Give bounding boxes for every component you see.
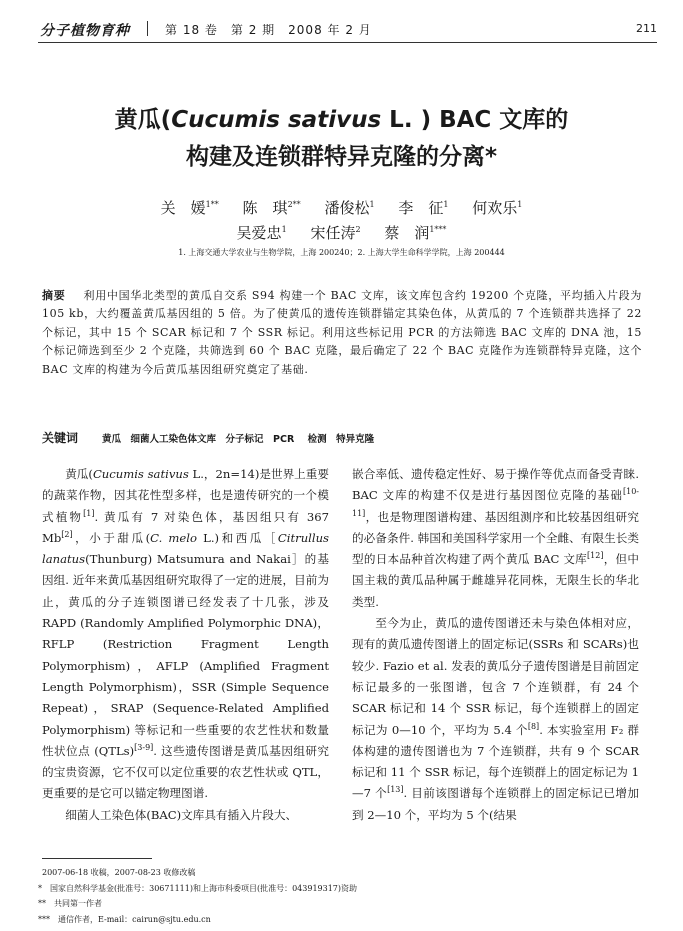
keywords-label: 关键词 (42, 431, 79, 445)
title-line-2: 构建及连锁群特异克隆的分离* (185, 144, 498, 170)
running-header (40, 20, 657, 46)
footnote-dates: 2007-06-18 收稿，2007-08-23 收修改稿 (42, 868, 196, 877)
citation: [1] (83, 508, 95, 518)
author: 何欢乐$^1$ (472, 199, 523, 217)
paper-title (60, 102, 623, 176)
body-column-left (42, 464, 329, 826)
journal-logo: 分子植物育种 (40, 23, 130, 39)
citation: [13] (387, 785, 404, 795)
author: 陈 琪$^{2**}$ (242, 199, 301, 217)
citation: [8] (527, 721, 540, 731)
paragraph: 细菌人工染色体(BAC)文库具有插入片段大、 (65, 807, 298, 822)
keywords-list: 黄瓜 细菌人工染色体文库 分子标记 PCR 检测 特异克隆 (102, 434, 375, 445)
header-rule (38, 42, 657, 43)
abstract-label: 摘要 (42, 289, 66, 302)
abstract-text: 利用中国华北类型的黄瓜自交系 S94 构建一个 BAC 文库，该文库包含约 19200 个克隆，平均插入片段为 105 kb，大约覆盖黄瓜基因组的 5 倍。为了使黄瓜的遗传连锁群锚定其染色体，从黄瓜的 7 个连锁群共选择了 22 个标记，其中 15 个 SCAR 标记和 7 个 SSR 标记。利用这些标记用 PCR 的方法筛选 BAC 文库的 DNA 池，15 个标记筛选到至少 2 个克隆，共筛选到 60 个 BAC 克隆，最后确定了 22 个 BAC 克隆作为连锁群特异克隆，这个 BAC 文库的构建为今后黄瓜基因组研究奠定了基础. (42, 289, 642, 376)
footnote-rule (42, 858, 152, 859)
author-line-1 (60, 196, 623, 221)
title-text: 黄瓜( (114, 107, 172, 133)
citation: [3-9] (134, 743, 154, 752)
citation: [10-11] (352, 487, 639, 518)
author: 蔡 润$^{1***}$ (384, 224, 447, 242)
body-column-right (352, 464, 639, 826)
citation: [12] (587, 551, 604, 561)
title-text: L. ) BAC 文库的 (381, 107, 569, 133)
author-line-2 (60, 221, 623, 246)
affiliations: 1. 上海交通大学农业与生物学院，上海 200240；2. 上海大学生命科学学院，上海 200444 (178, 248, 505, 257)
author: 李 征$^1$ (398, 199, 449, 217)
paragraph: 至今为止，黄瓜的遗传图谱还未与染色体相对应，现有的黄瓜遗传图谱上的固定标记(SSRs 和 SCARs)也较少. Fazio et al. 发表的黄瓜分子遗传图谱是目前固定标记最多的一张图谱，包含 7 个连锁群，有 24 个 SCAR 标记和 14 个 SSR 标记，每个连锁群上的固定标记为 0—10 个，平均为 5.4 个[8]. 本实验室用 F₂ 群体构建的遗传图谱也为 7 个连锁群，共有 9 个 SCAR 标记和 11 个 SSR 标记，每个连锁群上的固定标记为 1—7 个[13]. 目前该图谱每个连锁群上的固定标记已增加到 2—10 个，平均为 5 个(结果 (352, 616, 640, 822)
author: 关 媛$^{1**}$ (160, 199, 219, 217)
author-list (60, 196, 623, 246)
citation: [2] (61, 530, 73, 540)
footnote-fund: * 国家自然科学基金(批准号：30671111)和上海市科委项目(批准号：043919317)资助 (38, 883, 358, 893)
author: 宋任涛$^2$ (310, 224, 361, 242)
page-number: 211 (636, 22, 657, 35)
paragraph: 黄瓜(Cucumis sativus L.，2n=14)是世界上重要的蔬菜作物，因其花性型多样，也是遗传研究的一个模式植物[1]. 黄瓜有 7 对染色体，基因组只有 367 Mb[2]，小于甜瓜(C. melo L.)和西瓜［Citrullus lanatus(Thunburg) Matsumura and Nakai］的基因组. 近年来黄瓜基因组研究取得了一定的进展，目前为止，黄瓜的分子连锁图谱已经发表了十几张，涉及 RAPD (Randomly Amplified Polymorphic DNA)，RFLP (Restriction Fragment Length Polymorphism)，AFLP (Amplified Fragment Length Polymorphism)，SSR (Simple Sequence Repeat)，SRAP (Sequence-Related Amplified Polymorphism) 等标记和一些重要的农艺性状和数量性状位点 (QTLs)[3-9]. 这些遗传图谱是黄瓜基因组研究的宝贵资源，它不仅可以定位重要的农艺性状或 QTL，更重要的是它可以锚定物理图谱. (42, 467, 330, 801)
issue-info: 第 18 卷 第 2 期 2008 年 2 月 (165, 23, 372, 37)
footnotes (38, 865, 357, 927)
title-species: Cucumis sativus (171, 107, 382, 133)
footnote-cofirst: ** 共同第一作者 (38, 899, 102, 908)
author: 吴爱忠$^1$ (236, 224, 287, 242)
author: 潘俊松$^1$ (324, 199, 375, 217)
footnote-contact: *** 通信作者，E-mail：cairun@sjtu.edu.cn (38, 914, 211, 924)
keywords (42, 429, 374, 446)
title-line-1 (60, 102, 623, 139)
abstract (42, 287, 642, 379)
paragraph: 嵌合率低、遗传稳定性好、易于操作等优点而备受青睐. BAC 文库的构建不仅是进行基因图位克隆的基础[10-11]，也是物理图谱构建、基因组测序和比较基因组研究的必备条件. 韩国和美国科学家用一个全雌、有限生长类型的日本品种首次构建了两个黄瓜 BAC 文库[12]，但中国主栽的黄瓜品种属于雌雄异花同株，无限生长的华北类型. (352, 467, 639, 609)
header-separator (147, 21, 148, 36)
